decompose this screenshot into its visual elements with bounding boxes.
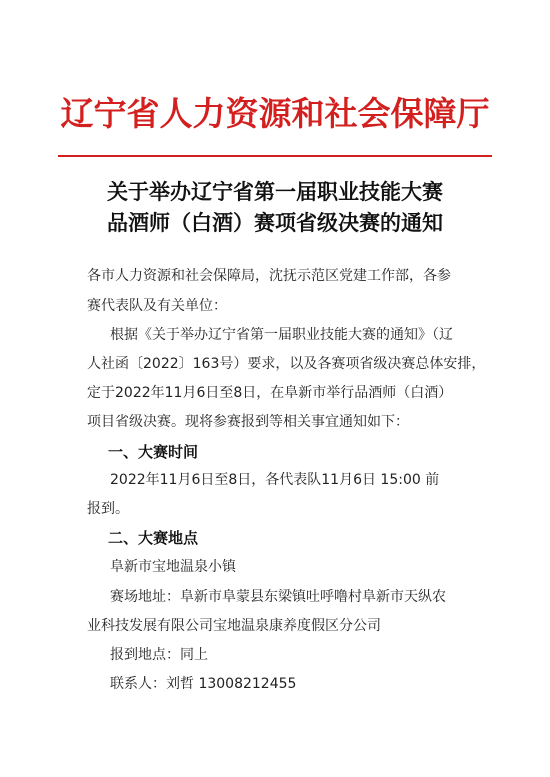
section-2-place: 阜新市宝地温泉小镇 (110, 559, 236, 575)
intro-line-2: 人社函〔2022〕163号）要求，以及各赛项省级决赛总体安排， (87, 356, 486, 372)
section-1-heading: 一、大赛时间 (108, 443, 199, 461)
letterhead-title: 辽宁省人力资源和社会保障厅 (60, 94, 490, 133)
notice-title-line-2: 品酒师（白酒）赛项省级决赛的通知 (107, 211, 443, 235)
addressee-line-2: 赛代表队及有关单位： (87, 298, 227, 314)
section-1-line-1: 2022年11月6日至8日，各代表队11月6日 15:00 前 (110, 472, 440, 488)
section-2-heading: 二、大赛地点 (108, 529, 199, 547)
intro-line-3: 定于2022年11月6日至8日，在阜新市举行品酒师（白酒） (87, 385, 453, 401)
notice-title-line-1: 关于举办辽宁省第一届职业技能大赛 (107, 180, 443, 204)
venue-address-line-2: 业科技发展有限公司宝地温泉康养度假区分公司 (87, 618, 381, 634)
section-1-line-2: 报到。 (87, 501, 129, 517)
intro-line-4: 项目省级决赛。现将参赛报到等相关事宜通知如下： (87, 414, 409, 430)
addressee-line-1: 各市人力资源和社会保障局，沈抚示范区党建工作部，各参 (87, 268, 451, 284)
intro-line-1: 根据《关于举办辽宁省第一届职业技能大赛的通知》（辽 (110, 327, 453, 343)
contact-person: 联系人：刘哲 13008212455 (110, 676, 297, 692)
checkin-location: 报到地点：同上 (110, 647, 208, 663)
venue-address-line-1: 赛场地址：阜新市阜蒙县东梁镇吐呼噜村阜新市天纵农 (110, 589, 446, 605)
red-divider-line (58, 155, 492, 157)
